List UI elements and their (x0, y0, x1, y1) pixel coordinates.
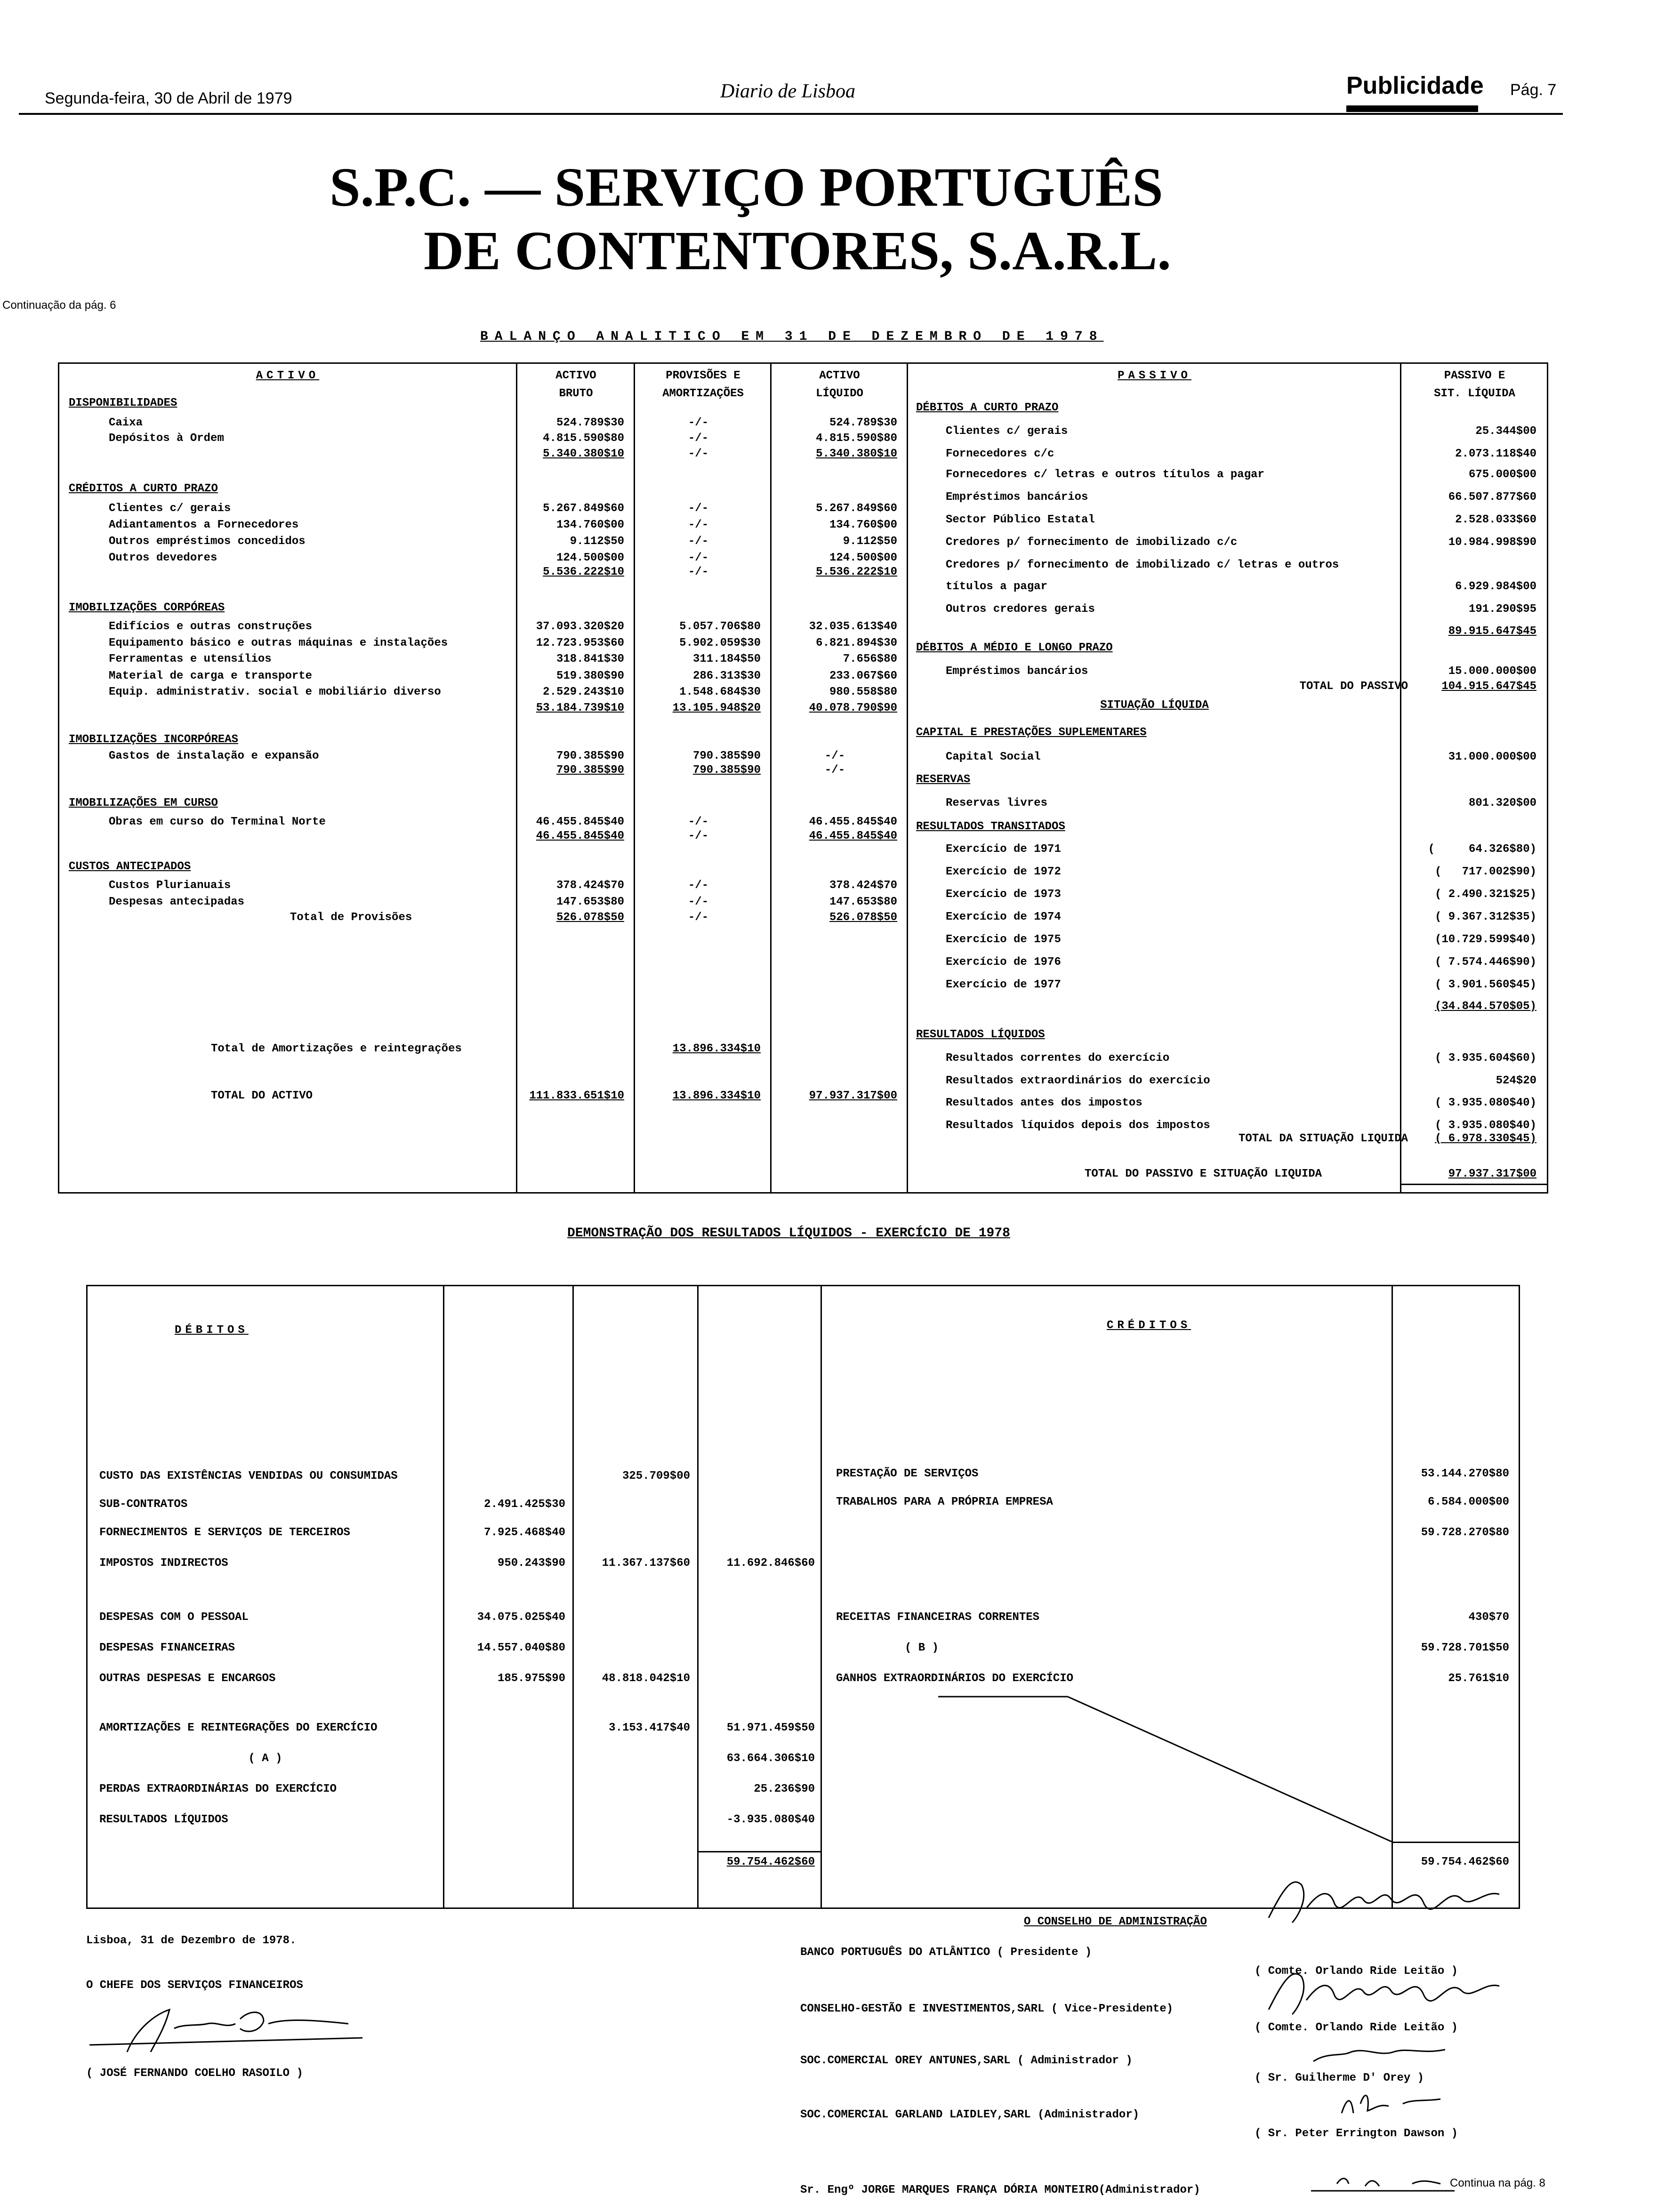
column-divider (1392, 1286, 1393, 1907)
passivo-value: 25.344$00 (1475, 425, 1536, 438)
col-passivo-2: SIT. LÍQUIDA (1434, 387, 1515, 400)
passivo-header: PASSIVO (1118, 369, 1191, 382)
column-divider (634, 364, 635, 1192)
debit-label: SUB-CONTRATOS (99, 1498, 188, 1511)
activo-bruto: 147.653$80 (556, 896, 624, 908)
row-divider (1392, 1842, 1519, 1843)
activo-liquido: 526.078$50 (829, 911, 897, 924)
activo-label: Custos Plurianuais (109, 879, 231, 892)
passivo-label: Clientes c/ gerais (946, 425, 1068, 438)
activo-liquido: -/- (824, 764, 845, 777)
debit-label: ( A ) (248, 1752, 282, 1765)
debit-col1: 14.557.040$80 (477, 1642, 565, 1654)
passivo-value: 2.528.033$60 (1455, 513, 1536, 526)
passivo-label: DÉBITOS A CURTO PRAZO (916, 401, 1059, 414)
activo-bruto: 378.424$70 (556, 879, 624, 892)
total-activo-label: TOTAL DO ACTIVO (211, 1090, 313, 1102)
activo-header: ACTIVO (256, 369, 320, 382)
credit-value: 53.144.270$80 (1421, 1467, 1509, 1480)
debit-col1: 34.075.025$40 (477, 1611, 565, 1624)
activo-label: Outros devedores (109, 552, 217, 564)
activo-provisoes: -/- (688, 879, 709, 892)
activo-provisoes: -/- (688, 432, 709, 445)
activo-liquido: 378.424$70 (829, 879, 897, 892)
activo-liquido: 46.455.845$40 (809, 830, 897, 842)
passivo-label: Exercício de 1972 (946, 866, 1061, 878)
grand-total-value: 97.937.317$00 (1448, 1168, 1536, 1180)
activo-provisoes: -/- (688, 502, 709, 515)
passivo-value: ( 3.935.080$40) (1434, 1097, 1536, 1109)
activo-label: DISPONIBILIDADES (69, 397, 177, 409)
activo-liquido: 5.536.222$10 (816, 566, 897, 578)
passivo-value: 104.915.647$45 (1441, 680, 1536, 693)
passivo-label: RESERVAS (916, 773, 971, 786)
amortizations-label: Total de Amortizações e reintegrações (211, 1042, 462, 1055)
col-liquido-2: LÍQUIDO (816, 387, 863, 400)
credit-label: TRABALHOS PARA A PRÓPRIA EMPRESA (836, 1496, 1053, 1508)
passivo-value: 6.929.984$00 (1455, 580, 1536, 593)
passivo-label: Exercício de 1975 (946, 933, 1061, 946)
activo-bruto: 53.184.739$10 (536, 702, 624, 714)
col-bruto-2: BRUTO (559, 387, 593, 400)
activo-provisoes: -/- (688, 417, 709, 429)
activo-label: Despesas antecipadas (109, 896, 245, 908)
activo-label: Obras em curso do Terminal Norte (109, 816, 326, 828)
activo-liquido: 147.653$80 (829, 896, 897, 908)
passivo-value: 31.000.000$00 (1448, 751, 1536, 763)
balance-table (58, 362, 1548, 1194)
credit-value: 59.754.462$60 (1421, 1856, 1509, 1868)
credit-value: 59.728.701$50 (1421, 1642, 1509, 1654)
activo-label: Gastos de instalação e expansão (109, 750, 319, 762)
activo-provisoes: -/- (688, 519, 709, 531)
column-divider (516, 364, 517, 1192)
passivo-value: (10.729.599$40) (1434, 933, 1536, 946)
activo-provisoes: -/- (688, 566, 709, 578)
passivo-value: ( 717.002$90) (1434, 866, 1536, 878)
activo-provisoes: -/- (688, 535, 709, 548)
activo-bruto: 790.385$90 (556, 764, 624, 777)
col-passivo-1: PASSIVO E (1444, 369, 1505, 382)
passivo-label: Capital Social (946, 751, 1041, 763)
column-divider (572, 1286, 574, 1907)
continued-to-note: Continua na pág. 8 (1450, 2177, 1545, 2189)
debit-col1: 2.491.425$30 (484, 1498, 565, 1511)
activo-bruto: 9.112$50 (570, 535, 624, 548)
council-member-company: BANCO PORTUGUÊS DO ATLÂNTICO ( Presidente ) (800, 1946, 1092, 1959)
debit-col2: 11.367.137$60 (602, 1557, 690, 1570)
passivo-label: Exercício de 1973 (946, 888, 1061, 901)
debit-col1: 185.975$90 (497, 1672, 565, 1685)
activo-provisoes: 5.902.059$30 (679, 637, 761, 649)
passivo-value: 191.290$95 (1468, 603, 1536, 616)
activo-liquido: 7.656$80 (843, 653, 897, 665)
council-member-company: SOC.COMERCIAL GARLAND LAIDLEY,SARL (Administrador) (800, 2108, 1140, 2121)
passivo-label: Empréstimos bancários (946, 491, 1088, 504)
column-divider (907, 364, 908, 1192)
col-provisoes-1: PROVISÕES E (666, 369, 740, 382)
debit-col3: -3.935.080$40 (726, 1813, 815, 1826)
column-divider (1400, 364, 1401, 1192)
activo-bruto: 790.385$90 (556, 750, 624, 762)
column-divider (770, 364, 772, 1192)
passivo-label: Resultados extraordinários do exercício (946, 1074, 1210, 1087)
passivo-label: Exercício de 1976 (946, 956, 1061, 969)
council-member-representative: ( Comte. Orlando Ride Leitão ) (1255, 2021, 1458, 2034)
debit-col2: 48.818.042$10 (602, 1672, 690, 1685)
passivo-value: ( 64.326$80) (1428, 843, 1536, 856)
activo-liquido: 40.078.790$90 (809, 702, 897, 714)
activo-label: Outros empréstimos concedidos (109, 535, 306, 548)
activo-liquido: 32.035.613$40 (809, 620, 897, 633)
activo-label: IMOBILIZAÇÕES INCORPÓREAS (69, 733, 239, 746)
amortizations-value: 13.896.334$10 (672, 1042, 761, 1055)
activo-liquido: 524.789$30 (829, 417, 897, 429)
activo-provisoes: -/- (688, 830, 709, 842)
creditos-header: CRÉDITOS (1107, 1319, 1191, 1332)
activo-bruto: 2.529.243$10 (543, 686, 624, 698)
credit-value: 430$70 (1468, 1611, 1509, 1624)
credit-value: 25.761$10 (1448, 1672, 1509, 1685)
activo-label: Depósitos à Ordem (109, 432, 224, 445)
passivo-label: RESULTADOS LÍQUIDOS (916, 1028, 1045, 1041)
total-activo-provisoes: 13.896.334$10 (672, 1090, 761, 1102)
col-liquido-1: ACTIVO (819, 369, 860, 382)
passivo-value: 801.320$00 (1468, 797, 1536, 809)
credit-label: RECEITAS FINANCEIRAS CORRENTES (836, 1611, 1040, 1624)
activo-bruto: 4.815.590$80 (543, 432, 624, 445)
debit-label: PERDAS EXTRAORDINÁRIAS DO EXERCÍCIO (99, 1783, 337, 1795)
activo-liquido: -/- (824, 750, 845, 762)
council-member-company: CONSELHO-GESTÃO E INVESTIMENTOS,SARL ( Vice-Presidente) (800, 2003, 1174, 2015)
activo-bruto: 46.455.845$40 (536, 816, 624, 828)
passivo-label: Fornecedores c/ letras e outros títulos a pagar (946, 468, 1264, 481)
debit-col1: 7.925.468$40 (484, 1526, 565, 1539)
total-activo-liquido: 97.937.317$00 (809, 1090, 897, 1102)
activo-provisoes: -/- (688, 896, 709, 908)
activo-label: IMOBILIZAÇÕES EM CURSO (69, 797, 218, 809)
activo-label: Clientes c/ gerais (109, 502, 231, 515)
president-signature (1264, 1871, 1518, 1932)
activo-provisoes: -/- (688, 552, 709, 564)
council-member-representative: ( Comte. Orlando Ride Leitão ) (1255, 1965, 1458, 1978)
row-divider (1400, 1184, 1547, 1185)
activo-label: IMOBILIZAÇÕES CORPÓREAS (69, 601, 225, 614)
activo-liquido: 233.067$60 (829, 670, 897, 682)
passivo-label: DÉBITOS A MÉDIO E LONGO PRAZO (916, 641, 1113, 654)
passivo-label: títulos a pagar (946, 580, 1048, 593)
activo-provisoes: -/- (688, 448, 709, 460)
activo-label: Equipamento básico e outras máquinas e instalações (109, 637, 448, 649)
activo-label: CUSTOS ANTECIPADOS (69, 860, 191, 873)
section-name: Publicidade (1346, 72, 1484, 99)
council-member-representative: ( Sr. Guilherme D' Orey ) (1255, 2072, 1424, 2084)
credit-label: PRESTAÇÃO DE SERVIÇOS (836, 1467, 979, 1480)
debit-label: FORNECIMENTOS E SERVIÇOS DE TERCEIROS (99, 1526, 350, 1539)
council-member-company: SOC.COMERCIAL OREY ANTUNES,SARL ( Administrador ) (800, 2054, 1133, 2067)
activo-bruto: 5.340.380$10 (543, 448, 624, 460)
chief-title: O CHEFE DOS SERVIÇOS FINANCEIROS (86, 1979, 303, 1992)
activo-provisoes: 311.184$50 (692, 653, 761, 665)
activo-provisoes: -/- (688, 816, 709, 828)
passivo-value: 2.073.118$40 (1455, 448, 1536, 460)
column-divider (443, 1286, 444, 1907)
debit-label: OUTRAS DESPESAS E ENCARGOS (99, 1672, 276, 1685)
passivo-label: SITUAÇÃO LÍQUIDA (1100, 699, 1209, 712)
results-table (86, 1285, 1520, 1909)
activo-liquido: 980.558$80 (829, 686, 897, 698)
passivo-value: ( 3.935.604$60) (1434, 1052, 1536, 1065)
debit-col2: 325.709$00 (622, 1470, 690, 1483)
passivo-value: ( 2.490.321$25) (1434, 888, 1536, 901)
activo-bruto: 134.760$00 (556, 519, 624, 531)
council-member-representative: ( Sr. Peter Errington Dawson ) (1255, 2127, 1458, 2140)
credit-value: 59.728.270$80 (1421, 1526, 1509, 1539)
activo-bruto: 318.841$30 (556, 653, 624, 665)
debit-col3: 25.236$90 (754, 1783, 815, 1795)
passivo-label: Resultados líquidos depois dos impostos (946, 1119, 1210, 1132)
passivo-value: 10.984.998$90 (1448, 536, 1536, 549)
passivo-value: 89.915.647$45 (1448, 625, 1536, 638)
header-divider (19, 113, 1563, 115)
passivo-label: Sector Público Estatal (946, 513, 1095, 526)
activo-bruto: 46.455.845$40 (536, 830, 624, 842)
activo-label: Edifícios e outras construções (109, 620, 313, 633)
passivo-label: Credores p/ fornecimento de imobilizado c/c (946, 536, 1238, 549)
passivo-label: Exercício de 1971 (946, 843, 1061, 856)
chief-name: ( JOSÉ FERNANDO COELHO RASOILO ) (86, 2067, 303, 2080)
passivo-value: 66.507.877$60 (1448, 491, 1536, 504)
place-date: Lisboa, 31 de Dezembro de 1978. (86, 1934, 297, 1947)
dawson-signature (1332, 2085, 1450, 2123)
passivo-label: Resultados antes dos impostos (946, 1097, 1142, 1109)
passivo-value: ( 6.978.330$45) (1434, 1132, 1536, 1145)
debit-label: AMORTIZAÇÕES E REINTEGRAÇÕES DO EXERCÍCIO (99, 1722, 378, 1734)
debit-col3: 11.692.846$60 (726, 1557, 815, 1570)
passivo-label: RESULTADOS TRANSITADOS (916, 820, 1065, 833)
debit-col3: 51.971.459$50 (726, 1722, 815, 1734)
total-activo-bruto: 111.833.651$10 (529, 1090, 624, 1102)
activo-provisoes: 13.105.948$20 (672, 702, 761, 714)
chief-signature (85, 2000, 367, 2061)
activo-bruto: 37.093.320$20 (536, 620, 624, 633)
credit-label: ( B ) (904, 1642, 939, 1654)
vice-president-signature (1264, 1963, 1518, 2024)
page-title-line2: DE CONTENTORES, S.A.R.L. (424, 220, 1171, 281)
activo-label: Material de carga e transporte (109, 670, 313, 682)
council-member-company: Sr. Engº JORGE MARQUES FRANÇA DÓRIA MONTEIRO(Administrador) (800, 2184, 1200, 2196)
activo-label: Total de Provisões (290, 911, 412, 924)
newspaper-name: Diario de Lisboa (720, 80, 856, 102)
activo-provisoes: 790.385$90 (692, 764, 761, 777)
monteiro-signature (1309, 2165, 1459, 2198)
activo-bruto: 124.500$00 (556, 552, 624, 564)
passivo-value: 15.000.000$00 (1448, 665, 1536, 678)
activo-provisoes: 790.385$90 (692, 750, 761, 762)
page-number: Pág. 7 (1510, 81, 1557, 99)
activo-liquido: 5.267.849$60 (816, 502, 897, 515)
passivo-label: Credores p/ fornecimento de imobilizado c/ letras e outros (946, 559, 1339, 571)
activo-label: Caixa (109, 417, 143, 429)
header-date: Segunda-feira, 30 de Abril de 1979 (45, 89, 292, 107)
passivo-label: Exercício de 1974 (946, 911, 1061, 923)
orey-signature (1309, 2038, 1450, 2071)
passivo-label: Exercício de 1977 (946, 978, 1061, 991)
debit-col3: 59.754.462$60 (726, 1856, 815, 1868)
debit-label: IMPOSTOS INDIRECTOS (99, 1557, 228, 1570)
passivo-label: Outros credores gerais (946, 603, 1095, 616)
passivo-value: ( 3.935.080$40) (1434, 1119, 1536, 1132)
activo-provisoes: 286.313$30 (692, 670, 761, 682)
col-provisoes-2: AMORTIZAÇÕES (662, 387, 744, 400)
debit-col1: 950.243$90 (497, 1557, 565, 1570)
activo-label: Equip. administrativ. social e mobiliário diverso (109, 686, 441, 698)
activo-bruto: 5.267.849$60 (543, 502, 624, 515)
activo-provisoes: -/- (688, 911, 709, 924)
activo-bruto: 526.078$50 (556, 911, 624, 924)
passivo-label: Reservas livres (946, 797, 1048, 809)
activo-liquido: 6.821.894$30 (816, 637, 897, 649)
activo-bruto: 12.723.953$60 (536, 637, 624, 649)
debit-label: RESULTADOS LÍQUIDOS (99, 1813, 228, 1826)
activo-label: Adiantamentos a Fornecedores (109, 519, 299, 531)
debit-label: DESPESAS FINANCEIRAS (99, 1642, 235, 1654)
section-underline (1346, 105, 1478, 112)
debit-label: DESPESAS COM O PESSOAL (99, 1611, 249, 1624)
activo-label: CRÉDITOS A CURTO PRAZO (69, 482, 218, 495)
row-divider (697, 1851, 820, 1852)
passivo-label: Empréstimos bancários (946, 665, 1088, 678)
results-heading: DEMONSTRAÇÃO DOS RESULTADOS LÍQUIDOS - EXERCÍCIO DE 1978 (567, 1226, 1010, 1241)
passivo-label: TOTAL DA SITUAÇÃO LIQUIDA (1238, 1132, 1408, 1145)
passivo-value: ( 9.367.312$35) (1434, 911, 1536, 923)
passivo-value: ( 3.901.560$45) (1434, 978, 1536, 991)
activo-provisoes: 1.548.684$30 (679, 686, 761, 698)
activo-liquido: 4.815.590$80 (816, 432, 897, 445)
passivo-value: ( 7.574.446$90) (1434, 956, 1536, 969)
activo-bruto: 524.789$30 (556, 417, 624, 429)
grand-total-label: TOTAL DO PASSIVO E SITUAÇÃO LIQUIDA (1085, 1168, 1322, 1180)
activo-bruto: 519.380$90 (556, 670, 624, 682)
balance-heading: BALANÇO ANALITICO EM 31 DE DEZEMBRO DE 1978 (480, 329, 1104, 344)
passivo-value: (34.844.570$05) (1434, 1000, 1536, 1013)
activo-liquido: 46.455.845$40 (809, 816, 897, 828)
activo-liquido: 124.500$00 (829, 552, 897, 564)
council-title: O CONSELHO DE ADMINISTRAÇÃO (1024, 1915, 1207, 1928)
passivo-label: CAPITAL E PRESTAÇÕES SUPLEMENTARES (916, 726, 1147, 739)
activo-bruto: 5.536.222$10 (543, 566, 624, 578)
column-divider (697, 1286, 699, 1907)
page-title-line1: S.P.C. — SERVIÇO PORTUGUÊS (330, 156, 1163, 218)
debitos-header: DÉBITOS (175, 1324, 249, 1337)
debit-label: CUSTO DAS EXISTÊNCIAS VENDIDAS OU CONSUMIDAS (99, 1470, 398, 1483)
passivo-label: TOTAL DO PASSIVO (1299, 680, 1408, 693)
credit-value: 6.584.000$00 (1428, 1496, 1509, 1508)
credit-label: GANHOS EXTRAORDINÁRIOS DO EXERCÍCIO (836, 1672, 1074, 1685)
passivo-value: 524$20 (1496, 1074, 1536, 1087)
activo-liquido: 134.760$00 (829, 519, 897, 531)
passivo-label: Fornecedores c/c (946, 448, 1054, 460)
activo-label: Ferramentas e utensílios (109, 653, 272, 665)
activo-liquido: 5.340.380$10 (816, 448, 897, 460)
passivo-value: 675.000$00 (1468, 468, 1536, 481)
passivo-label: Resultados correntes do exercício (946, 1052, 1170, 1065)
continued-from-note: Continuação da pág. 6 (2, 299, 116, 312)
balancing-line (820, 1286, 1392, 1907)
debit-col2: 3.153.417$40 (609, 1722, 690, 1734)
col-bruto-1: ACTIVO (555, 369, 596, 382)
activo-provisoes: 5.057.706$80 (679, 620, 761, 633)
debit-col3: 63.664.306$10 (726, 1752, 815, 1765)
activo-liquido: 9.112$50 (843, 535, 897, 548)
